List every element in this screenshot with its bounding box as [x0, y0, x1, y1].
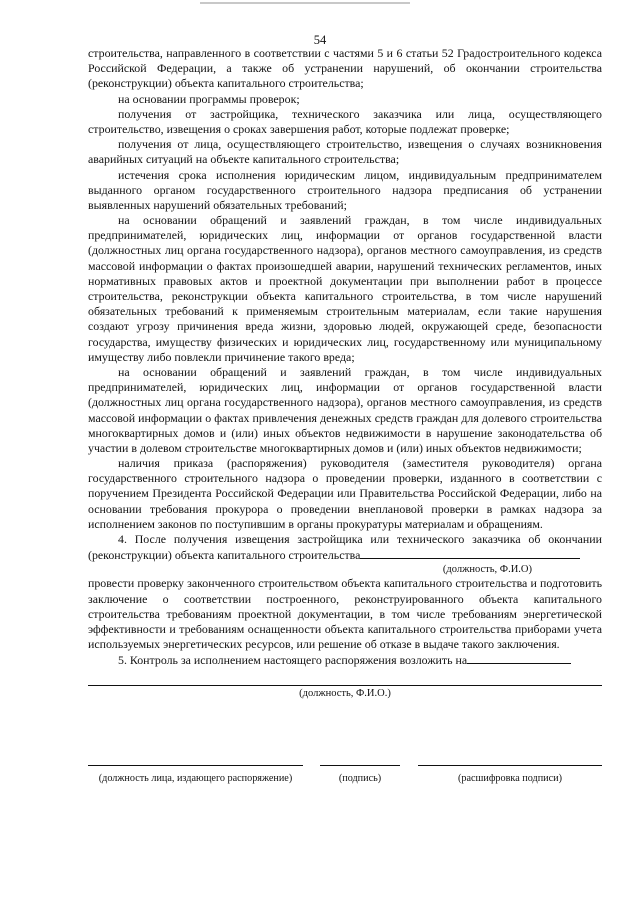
- signature-decode-caption: (расшифровка подписи): [458, 773, 562, 784]
- item-4: [88, 532, 602, 563]
- paragraph: на основании обращений и заявлений граждан, в том числе индивидуальных предпринимателей, юридических лиц, информации от органов государственной власти (должностных лиц органа государственного надзора), органов местного самоуправления, из средств массовой информации о фактах произошедшей аварии, нарушений технических регламентов, иных нормативных правовых актов и проектной документации при выполнении работ в процессе строительства, реконструкции объекта капитального строительства, в том числе нарушений обязательных требований к применяемым строительным материалам, если такие нарушения создают угрозу причинения вреда жизни, здоровью людей, окружающей среде, безопасности государства, имуществу физических и юридических лиц, государственному или муниципальному имуществу либо повлекли причинение такого вреда;: [88, 213, 602, 364]
- paragraph: истечения срока исполнения юридическим лицом, индивидуальным предпринимателем выданного органом государственного строительного надзора предписания об устранении выявленных нарушений обязательных требований;: [88, 167, 602, 212]
- signature-position-line: [88, 762, 303, 766]
- signature-position-col: [88, 762, 303, 784]
- signature-decode-col: [418, 762, 602, 784]
- paragraph: строительства, направленного в соответствии с частями 5 и 6 статьи 52 Градостроительного кодекса Российской Федерации, а также об устранении нарушений, об окончании строительства (реконструкции) объекта капитального строительства;: [88, 46, 602, 91]
- item-5-blank-line: [467, 652, 571, 664]
- signature-sign-col: [320, 762, 400, 784]
- item-4-continuation: провести проверку законченного строительством объекта капитального строительства и подготовить заключение о соответствии построенного, реконструированного объекта капитального строительства требованиям проектной документации, в том числе требованиям энергетической эффективности и требованиям оснащенности объекта капитального строительства приборами учета используемых энергетических ресурсов, или решение об отказе в выдаче такого заключения.: [88, 576, 602, 652]
- paragraph: получения от лица, осуществляющего строительство, извещения о случаях возникновения аварийных ситуаций на объекте капитального строительства;: [88, 137, 602, 167]
- page-number: 54: [313, 33, 327, 47]
- paragraph: получения от застройщика, технического заказчика или лица, осуществляющего строительство, извещения о сроках завершения работ, которые подлежат проверке;: [88, 106, 602, 136]
- item-4-caption: (должность, Ф.И.О): [442, 564, 532, 576]
- scan-artifact: [200, 2, 410, 4]
- paragraph: наличия приказа (распоряжения) руководителя (заместителя руководителя) органа государственного строительного надзора о проведении проверки, изданного в соответствии с поручением Президента Российской Федерации или Правительства Российской Федерации, либо на основании требования прокурора о проведении внеплановой проверки в рамках надзора за исполнением законов по поступившим в органы прокуратуры материалам и обращениям.: [88, 456, 602, 531]
- paragraph: на основании обращений и заявлений граждан, в том числе индивидуальных предпринимателей, юридических лиц, информации от органов государственной власти (должностных лиц органа государственного надзора), органов местного самоуправления, из средств массовой информации о фактах привлечения денежных средств граждан для долевого строительства многоквартирных домов и (или) иных объектов недвижимости в нарушение законодательства об участии в долевом строительстве многоквартирных домов и (или) иных объектов недвижимости;: [88, 364, 602, 455]
- paragraph: на основании программы проверок;: [118, 91, 300, 106]
- item-5: [88, 652, 602, 668]
- signature-sign-caption: (подпись): [338, 773, 382, 784]
- signature-sign-line: [320, 762, 400, 766]
- item-5-caption: (должность, Ф.И.О.): [299, 687, 391, 699]
- signature-block: [88, 762, 602, 792]
- signature-position-caption: (должность лица, издающего распоряжение): [98, 773, 293, 784]
- item-4-text: 4. После получения извещения застройщика или технического заказчика об окончании (реконструкции) объекта капитального строительства: [88, 532, 602, 563]
- item-5-full-line: [88, 671, 602, 686]
- item-5-text: 5. Контроль за исполнением настоящего распоряжения возложить на: [118, 653, 468, 668]
- item-4-blank-line: [360, 547, 580, 559]
- signature-decode-line: [418, 762, 602, 766]
- document-body: [88, 46, 602, 700]
